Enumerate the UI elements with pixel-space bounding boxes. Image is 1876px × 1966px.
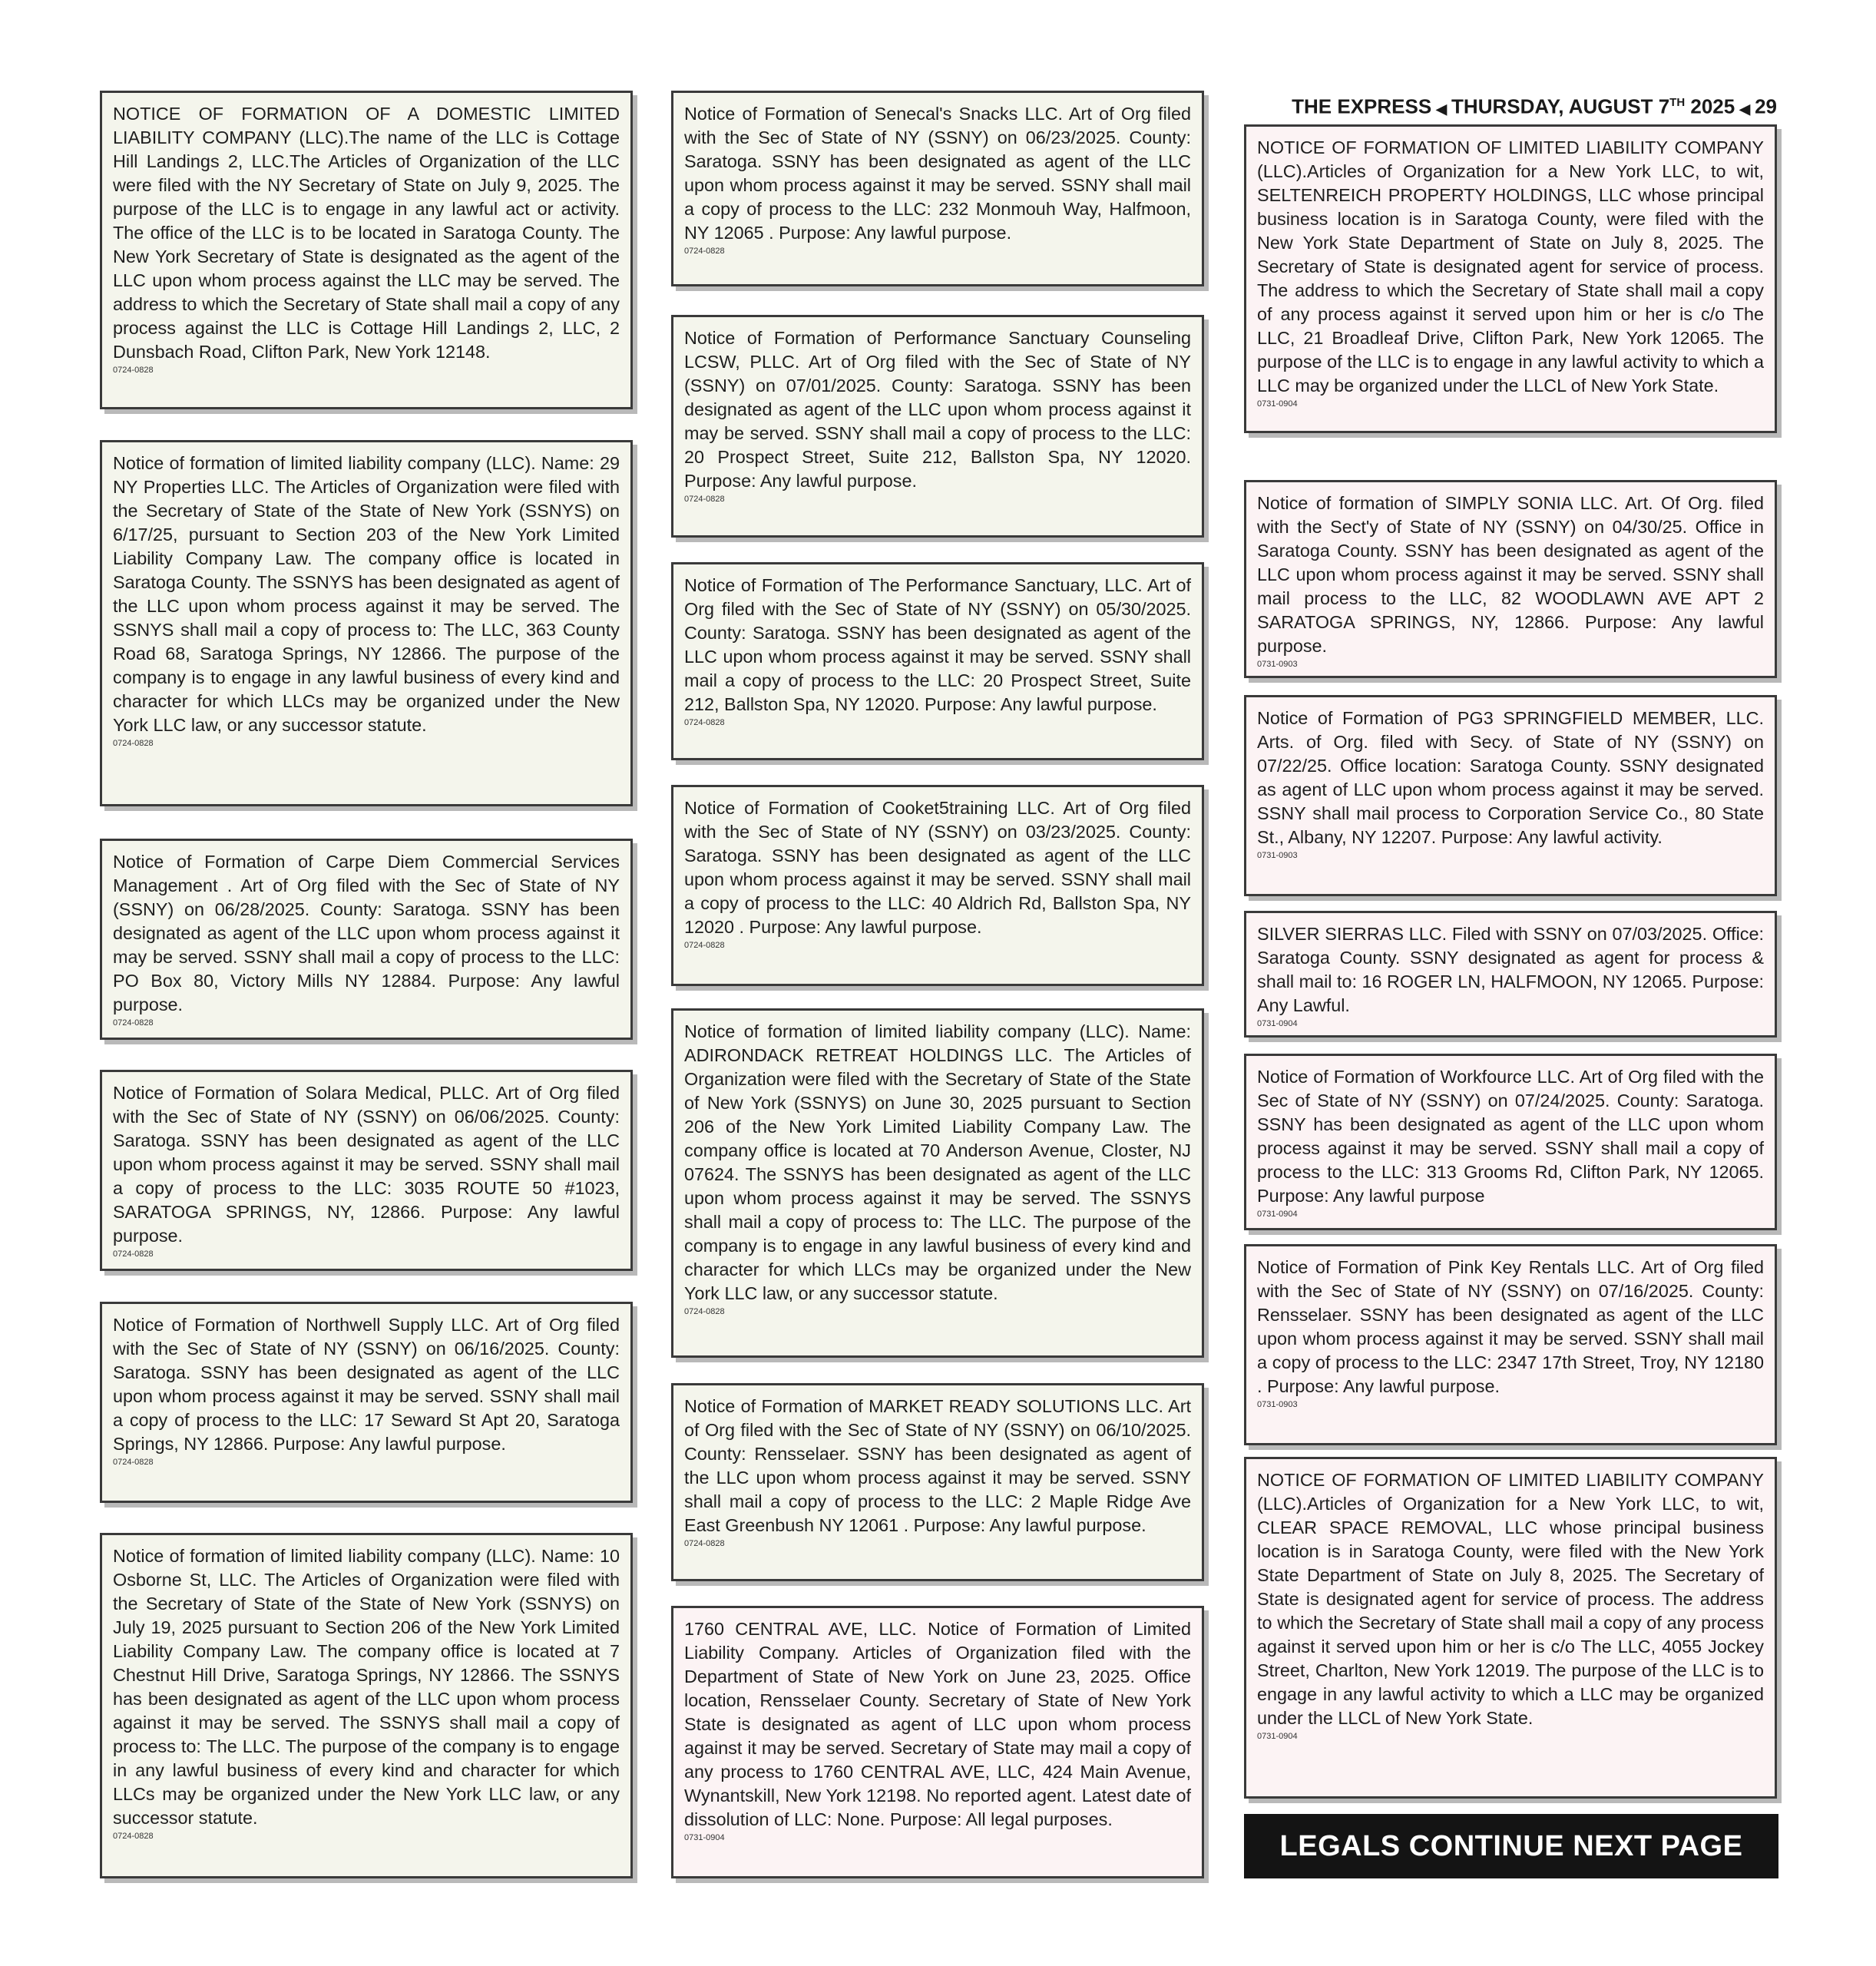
- legal-notice-performance-sanctuary-counseling: [671, 315, 1204, 538]
- notice-code: 0724-0828: [684, 495, 725, 504]
- legal-notice-clear-space-removal: [1244, 1457, 1777, 1799]
- triangle-left-icon: ◀: [1436, 101, 1448, 117]
- legal-notice-cooket5training: [671, 785, 1204, 986]
- notice-text: Notice of Formation of Pink Key Rentals LLC. Art of Org filed with the Sec of State of NY (SSNY) on 07/16/2025. County: Rensselaer. SSNY has been designated as agent of the LLC upon whom process against it may be served. SSNY shall mail a copy of process to the LLC: 2347 17th Street, Troy, NY 12180 . Purpose: Any lawful purpose.: [1257, 1257, 1764, 1396]
- notice-text: Notice of Formation of Northwell Supply LLC. Art of Org filed with the Sec of State of NY (SSNY) on 06/16/2025. County: Saratoga. SSNY has been designated as agent of the LLC upon whom process against it may be served. SSNY shall mail a copy of process to the LLC: 17 Seward St Apt 20, Saratoga Springs, NY 12866. Purpose: Any lawful purpose.: [113, 1315, 620, 1454]
- notice-code: 0724-0828: [684, 1307, 725, 1316]
- notice-text: NOTICE OF FORMATION OF LIMITED LIABILITY COMPANY (LLC).Articles of Organization for a New York LLC, to wit, SELTENREICH PROPERTY HOLDINGS, LLC whose principal business location is in Saratoga County, were filed with the New York State Department of State on July 8, 2025. The Secretary of State is designated agent for service of process. The address to which the Secretary of State shall mail a copy of any process against it served upon him or her is c/o The LLC, 21 Broadleaf Drive, Clifton Park, New York 12065. The purpose of the LLC is to engage in any lawful activity to which a LLC may be organized under the LLCL of New York State.: [1257, 137, 1764, 396]
- notice-code: 0731-0904: [1257, 1732, 1298, 1741]
- notice-text: Notice of formation of limited liability company (LLC). Name: 29 NY Properties LLC. The Articles of Organization were filed with the Secretary of State of the State of New York (SSNYS) on 6/17/25, pursuant to Section 203 of the New York Limited Liability Company Law. The company office is located in Saratoga County. The SSNYS has been designated as agent of the LLC upon whom process against it may be served. The SSNYS shall mail a copy of process to: The LLC, 363 County Road 68, Saratoga Springs, NY 12866. The purpose of the company is to engage in any lawful business of every kind and character for which LLCs may be organized under the New York LLC law, or any successor statute.: [113, 453, 620, 735]
- legals-continue-banner: [1244, 1814, 1778, 1878]
- notice-code: 0731-0904: [684, 1833, 725, 1842]
- notice-text: Notice of formation of SIMPLY SONIA LLC. Art. Of Org. filed with the Sect'y of State of NY (SSNY) on 04/30/25. Office in Saratoga County. SSNY has been designated as agent of the LLC upon whom process against it may be served. SSNY shall mail process to the LLC, 82 WOODLAWN AVE APT 2 SARATOGA SPRINGS, NY, 12866. Purpose: Any lawful purpose.: [1257, 493, 1764, 656]
- notice-code: 0724-0828: [684, 718, 725, 727]
- legal-notice-seltenreich-property: [1244, 124, 1777, 433]
- notice-code: 0731-0903: [1257, 1400, 1298, 1409]
- notice-text: Notice of formation of limited liability company (LLC). Name: ADIRONDACK RETREAT HOLDINGS LLC. The Articles of Organization were filed with the Secretary of State of the State of New York (SSNYS) on June 30, 2025 pursuant to Section 206 of the New York Limited Liability Company Law. The company office is located at 70 Anderson Avenue, Closter, NJ 07624. The SSNYS has been designated as agent of the LLC upon whom process against it may be served. The SSNYS shall mail a copy of process to: The LLC. The purpose of the company is to engage in any lawful business of every kind and character for which LLCs may be organized under the New York LLC law, or any successor statute.: [684, 1021, 1191, 1303]
- legal-notice-carpe-diem: [100, 839, 633, 1040]
- notice-code: 0731-0903: [1257, 851, 1298, 860]
- notice-text: Notice of Formation of Solara Medical, PLLC. Art of Org filed with the Sec of State of NY (SSNY) on 06/06/2025. County: Saratoga. SSNY has been designated as agent of the LLC upon whom process against it may be served. SSNY shall mail a copy of process to the LLC: 3035 ROUTE 50 #1023, SARATOGA SPRINGS, NY, 12866. Purpose: Any lawful purpose.: [113, 1083, 620, 1246]
- legal-notice-adirondack-retreat: [671, 1008, 1204, 1358]
- legal-notice-1760-central-ave: [671, 1606, 1204, 1878]
- notice-code: 0724-0828: [113, 366, 154, 375]
- legal-notice-10-osborne-st: [100, 1533, 633, 1878]
- issue-year: 2025: [1685, 94, 1735, 118]
- legal-notice-pg3-springfield: [1244, 695, 1777, 896]
- notice-code: 0724-0828: [113, 1018, 154, 1028]
- notice-text: Notice of formation of limited liability company (LLC). Name: 10 Osborne St, LLC. The Articles of Organization were filed with the Secretary of State of the State of New York (SSNYS) on July 19, 2025 pursuant to Section 206 of the New York Limited Liability Company Law. The company office is located at 7 Chestnut Hill Drive, Saratoga Springs, NY 12866. The SSNYS has been designated as agent of the LLC upon whom process against it may be served. The SSNYS shall mail a copy of process to: The LLC. The purpose of the company is to engage in any lawful business of every kind and character for which LLCs may be organized under the New York LLC law, or any successor statute.: [113, 1546, 620, 1828]
- notice-text: NOTICE OF FORMATION OF A DOMESTIC LIMITED LIABILITY COMPANY (LLC).The name of the LLC is Cottage Hill Landings 2, LLC.The Articles of Organization of the LLC were filed with the NY Secretary of State on July 9, 2025. The purpose of the LLC is to engage in any lawful act or activity. The office of the LLC is to be located in Saratoga County. The New York Secretary of State is designated as the agent of the LLC upon whom process against the LLC may be served. The address to which the Secretary of State shall mail a copy of any process against the LLC is Cottage Hill Landings 2, LLC, 2 Dunsbach Road, Clifton Park, New York 12148.: [113, 104, 620, 362]
- notice-code: 0724-0828: [684, 1539, 725, 1548]
- legal-notice-solara-medical: [100, 1070, 633, 1271]
- triangle-left-icon: ◀: [1739, 101, 1751, 117]
- notice-text: SILVER SIERRAS LLC. Filed with SSNY on 07/03/2025. Office: Saratoga County. SSNY designated as agent for process & shall mail to: 16 ROGER LN, HALFMOON, NY 12065. Purpose: Any Lawful.: [1257, 924, 1764, 1015]
- notice-code: 0724-0828: [684, 247, 725, 256]
- page-header: [1278, 91, 1777, 121]
- notice-code: 0724-0828: [113, 739, 154, 748]
- date-suffix: TH: [1669, 96, 1686, 109]
- notice-code: 0724-0828: [113, 1832, 154, 1841]
- legal-notice-the-performance-sanctuary: [671, 562, 1204, 760]
- notice-code: 0724-0828: [113, 1458, 154, 1467]
- legal-notice-workfource: [1244, 1054, 1777, 1230]
- legal-notice-market-ready-solutions: [671, 1383, 1204, 1581]
- notice-code: 0731-0903: [1257, 660, 1298, 669]
- notice-code: 0724-0828: [113, 1249, 154, 1259]
- notice-text: Notice of Formation of Cooket5training LLC. Art of Org filed with the Sec of State of NY (SSNY) on 03/23/2025. County: Saratoga. SSNY has been designated as agent of the LLC upon whom process against it may be served. SSNY shall mail a copy of process to the LLC: 40 Aldrich Rd, Ballston Spa, NY 12020 . Purpose: Any lawful purpose.: [684, 798, 1191, 937]
- notice-text: Notice of Formation of PG3 SPRINGFIELD MEMBER, LLC. Arts. of Org. filed with Secy. of State of NY (SSNY) on 07/22/25. Office location: Saratoga County. SSNY designated as agent of LLC upon whom process against it may be served. SSNY shall mail process to Corporation Service Co., 80 State St., Albany, NY 12207. Purpose: Any lawful activity.: [1257, 708, 1764, 847]
- notice-text: NOTICE OF FORMATION OF LIMITED LIABILITY COMPANY (LLC).Articles of Organization for a New York LLC, to wit, CLEAR SPACE REMOVAL, LLC whose principal business location is in Saratoga County, were filed with the New York State Department of State on July 8, 2025. The Secretary of State is designated agent for service of process. The address to which the Secretary of State shall mail a copy of any process against it served upon him or her is c/o The LLC, 4055 Jockey Street, Charlton, New York 12019. The purpose of the LLC is to engage in any lawful activity to which a LLC may be organized under the LLCL of New York State.: [1257, 1470, 1764, 1728]
- continue-label: LEGALS CONTINUE NEXT PAGE: [1279, 1829, 1743, 1862]
- issue-date: THURSDAY, AUGUST 7: [1451, 94, 1670, 118]
- legal-notice-senecals-snacks: [671, 91, 1204, 286]
- notice-text: Notice of Formation of Workfource LLC. Art of Org filed with the Sec of State of NY (SSNY) on 07/24/2025. County: Saratoga. SSNY has been designated as agent of the LLC upon whom process against it may be served. SSNY shall mail a copy of process to the LLC: 313 Grooms Rd, Clifton Park, NY 12065. Purpose: Any lawful purpose: [1257, 1067, 1764, 1206]
- notice-code: 0731-0904: [1257, 1019, 1298, 1028]
- legal-notice-cottage-hill-landings: [100, 91, 633, 409]
- legal-notice-simply-sonia: [1244, 480, 1777, 678]
- page-number: 29: [1755, 94, 1777, 118]
- paper-name: THE EXPRESS: [1292, 94, 1432, 118]
- notice-text: Notice of Formation of The Performance Sanctuary, LLC. Art of Org filed with the Sec of State of NY (SSNY) on 05/30/2025. County: Saratoga. SSNY has been designated as agent of the LLC upon whom process against it may be served. SSNY shall mail a copy of process to the LLC: 20 Prospect Street, Suite 212, Ballston Spa, NY 12020. Purpose: Any lawful purpose.: [684, 575, 1191, 714]
- notice-text: 1760 CENTRAL AVE, LLC. Notice of Formation of Limited Liability Company. Articles of Organization filed with the Department of State of New York on June 23, 2025. Office location, Rensselaer County. Secretary of State of New York State is designated as agent of LLC upon whom process against it may be served. Secretary of State may mail a copy of any process to 1760 CENTRAL AVE, LLC, 424 Main Avenue, Wynantskill, New York 12198. No reported agent. Latest date of dissolution of LLC: None. Purpose: All legal purposes.: [684, 1619, 1191, 1829]
- notice-text: Notice of Formation of Performance Sanctuary Counseling LCSW, PLLC. Art of Org filed with the Sec of State of NY (SSNY) on 07/01/2025. County: Saratoga. SSNY has been designated as agent of the LLC upon whom process against it may be served. SSNY shall mail a copy of process to the LLC: 20 Prospect Street, Suite 212, Ballston Spa, NY 12020. Purpose: Any lawful purpose.: [684, 328, 1191, 491]
- notice-code: 0731-0904: [1257, 399, 1298, 409]
- notice-text: Notice of Formation of Senecal's Snacks LLC. Art of Org filed with the Sec of State of NY (SSNY) on 06/23/2025. County: Saratoga. SSNY has been designated as agent of the LLC upon whom process against it may be served. SSNY shall mail a copy of process to the LLC: 232 Monmouh Way, Halfmoon, NY 12065 . Purpose: Any lawful purpose.: [684, 104, 1191, 243]
- notice-text: Notice of Formation of MARKET READY SOLUTIONS LLC. Art of Org filed with the Sec of State of NY (SSNY) on 06/10/2025. County: Rensselaer. SSNY has been designated as agent of the LLC upon whom process against it may be served. SSNY shall mail a copy of process to the LLC: 2 Maple Ridge Ave East Greenbush NY 12061 . Purpose: Any lawful purpose.: [684, 1396, 1191, 1535]
- legal-notice-29-ny-properties: [100, 440, 633, 806]
- legal-notice-pink-key-rentals: [1244, 1244, 1777, 1445]
- legal-notice-northwell-supply: [100, 1302, 633, 1503]
- notice-text: Notice of Formation of Carpe Diem Commercial Services Management . Art of Org filed with the Sec of State of NY (SSNY) on 06/28/2025. County: Saratoga. SSNY has been designated as agent of the LLC upon whom process against it may be served. SSNY shall mail a copy of process to the LLC: PO Box 80, Victory Mills NY 12884. Purpose: Any lawful purpose.: [113, 852, 620, 1014]
- notice-code: 0731-0904: [1257, 1210, 1298, 1219]
- notice-code: 0724-0828: [684, 941, 725, 950]
- legal-notice-silver-sierras: [1244, 911, 1777, 1038]
